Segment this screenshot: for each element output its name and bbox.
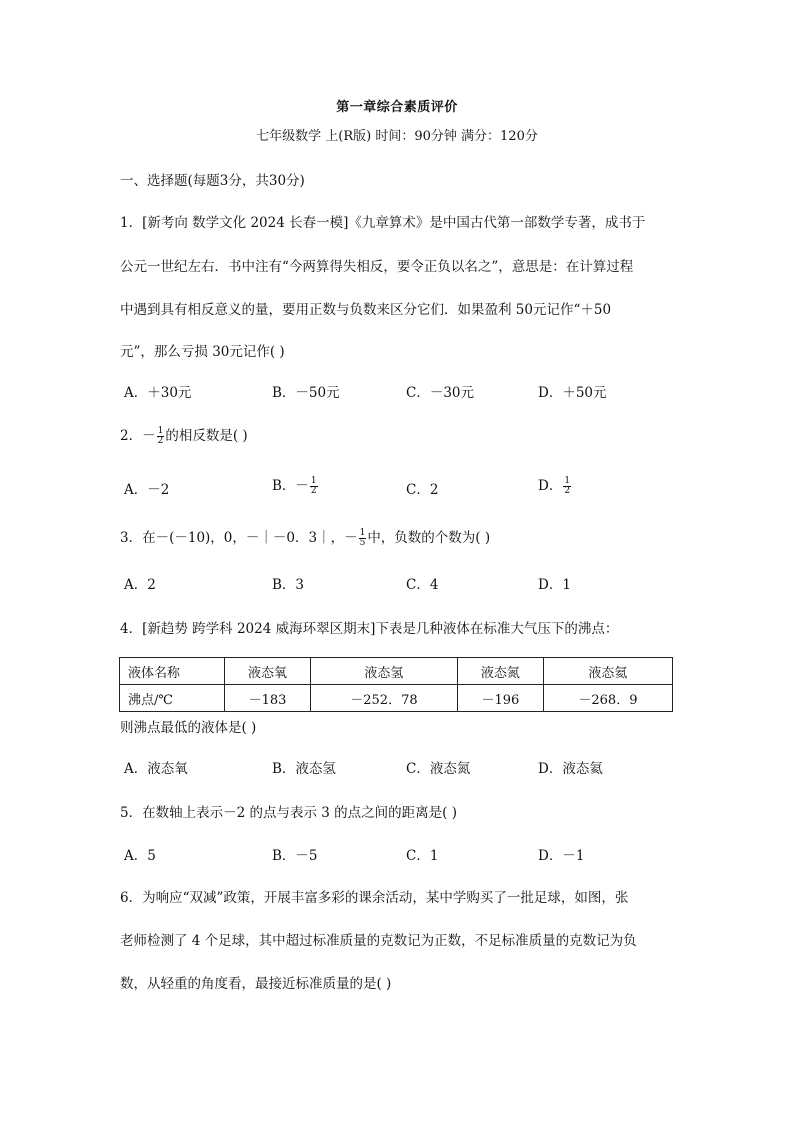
q1-option-b: B．－50元: [272, 385, 340, 401]
q5-option-c: C．1: [406, 848, 439, 864]
q3-option-c: C．4: [406, 577, 439, 593]
q4-option-d: D．液态氦: [538, 761, 603, 777]
section-heading: 一、选择题(每题3分，共30分): [120, 173, 305, 189]
q1-option-a: A．＋30元: [124, 385, 192, 401]
q4-option-c: C．液态氮: [406, 761, 471, 777]
q1-line-2: 公元一世纪左右．书中注有“今两算得失相反，要令正负以名之”，意思是：在计算过程: [120, 259, 634, 275]
q3-frac-num: 1: [359, 528, 366, 538]
q5-stem: 5．在数轴上表示－2 的点与表示 3 的点之间的距离是( ): [120, 805, 457, 821]
q4-options: [124, 757, 684, 777]
q5-option-d: D．－1: [538, 848, 585, 864]
q5-options: [124, 844, 684, 864]
q3-fraction: [359, 529, 367, 548]
q2-option-d: [538, 474, 572, 496]
table-cell: －268．9: [543, 685, 672, 712]
table-cell: －252．78: [310, 685, 457, 712]
q4-followup: 则沸点最低的液体是( ): [120, 720, 257, 736]
q3-stem: [120, 526, 490, 548]
q3-option-a: A．2: [124, 577, 156, 593]
q6-line-2: 老师检测了 4 个足球，其中超过标准质量的克数记为正数，不足标准质量的克数记为负: [120, 933, 637, 949]
q4-option-b: B．液态氢: [272, 761, 336, 777]
q2-option-d-fraction: [563, 477, 571, 496]
q1-option-c: C．－30元: [406, 385, 475, 401]
q2-option-b-den: 2: [310, 486, 317, 496]
q5-option-a: A．5: [124, 848, 156, 864]
page-subtitle: 七年级数学 上(R版) 时间：90分钟 满分：120分: [256, 129, 538, 144]
q1-options: [124, 381, 684, 401]
q3-suffix: 中，负数的个数为( ): [367, 530, 491, 546]
q2-option-b: [272, 474, 319, 496]
q1-option-d: D．＋50元: [538, 385, 607, 401]
q6-line-3: 数，从轻重的角度看，最接近标准质量的是( ): [120, 976, 392, 992]
q2-option-d-prefix: D．: [538, 478, 563, 494]
table-row: [120, 685, 673, 712]
q2-option-a: A．－2: [124, 482, 170, 498]
q2-suffix: 的相反数是( ): [165, 428, 248, 444]
table-cell: 液态氢: [310, 658, 457, 685]
q2-frac-num: 1: [157, 426, 164, 436]
q3-option-d: D．1: [538, 577, 571, 593]
q3-prefix: 3．在－(－10)，0，－｜－0．3｜，－: [120, 530, 358, 546]
page-title: 第一章综合素质评价: [336, 100, 458, 115]
table-cell: 液态氧: [225, 658, 311, 685]
q2-option-d-den: 2: [564, 486, 571, 496]
table-cell: 液体名称: [120, 658, 225, 685]
table-cell: 液态氮: [457, 658, 543, 685]
q5-option-b: B．－5: [272, 848, 318, 864]
boiling-point-table: [119, 657, 673, 712]
q4-option-a: A．液态氧: [124, 761, 188, 777]
q2-fraction: [157, 427, 165, 446]
q3-options: [124, 573, 684, 593]
table-header-row: [120, 658, 673, 685]
q3-frac-den: 5: [359, 538, 366, 548]
q2-stem: [120, 424, 248, 446]
q2-option-b-fraction: [310, 477, 318, 496]
q3-option-b: B．3: [272, 577, 305, 593]
q1-line-3: 中遇到具有相反意义的量，要用正数与负数来区分它们．如果盈利 50元记作“＋50: [120, 302, 612, 318]
q2-option-d-num: 1: [564, 476, 571, 486]
q2-prefix: 2．－: [120, 428, 156, 444]
q1-line-1: 1．[新考向 数学文化 2024 长春一模]《九章算术》是中国古代第一部数学专著，成书于: [120, 215, 646, 231]
q2-option-c: C．2: [406, 482, 439, 498]
q4-stem: 4．[新趋势 跨学科 2024 威海环翠区期末]下表是几种液体在标准大气压下的沸点：: [120, 621, 619, 637]
table-cell: 液态氦: [543, 658, 672, 685]
q2-option-b-num: 1: [310, 476, 317, 486]
table-cell: －196: [457, 685, 543, 712]
table-cell: 沸点/℃: [120, 685, 225, 712]
q1-line-4: 元”，那么亏损 30元记作( ): [120, 344, 285, 360]
table-cell: －183: [225, 685, 311, 712]
q2-frac-den: 2: [157, 436, 164, 446]
q2-option-b-prefix: B．－: [272, 478, 309, 494]
q2-options: [124, 478, 684, 498]
q6-line-1: 6．为响应“双减”政策，开展丰富多彩的课余活动，某中学购买了一批足球，如图，张: [120, 890, 629, 906]
